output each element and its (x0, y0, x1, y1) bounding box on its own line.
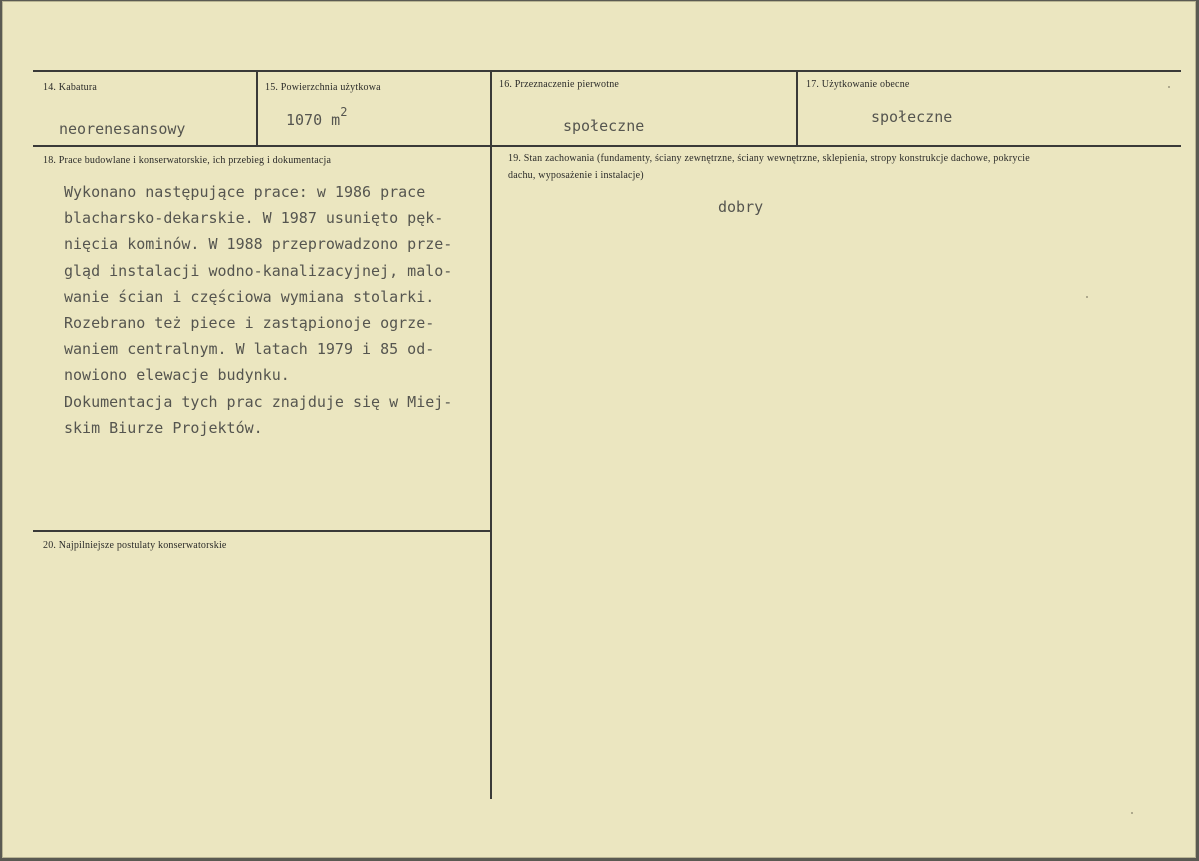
area-value: 1070 m (286, 111, 341, 129)
paper-speck (1131, 812, 1133, 814)
record-card (2, 1, 1196, 858)
work-line: gląd instalacji wodno-kanalizacyjnej, malo- (64, 261, 453, 280)
work-line: blacharsko-dekarskie. W 1987 usunięto pęk- (64, 209, 444, 228)
field-17-label: 17. Użytkowanie obecne (806, 79, 910, 90)
paper-speck (1168, 86, 1170, 88)
work-line: wanie ścian i częściowa wymiana stolarki. (64, 287, 435, 306)
divider-14-15 (256, 72, 258, 146)
work-line: nowiono elewacje budynku. (64, 366, 290, 385)
top-rule (33, 70, 1181, 72)
field-16-value: społeczne (563, 117, 645, 135)
work-line: skim Biurze Projektów. (64, 418, 263, 437)
field-18-text (64, 179, 452, 441)
work-line: waniem centralnym. W latach 1979 i 85 od- (64, 340, 435, 359)
field-14-value: neorenesansowy (59, 120, 186, 138)
divider-main (490, 72, 492, 799)
work-line: Wykonano następujące prace: w 1986 prace (64, 183, 426, 201)
work-line: nięcia kominów. W 1988 przeprowadzono prze- (64, 235, 453, 254)
paper-speck (1086, 296, 1088, 298)
section20-top-rule (33, 530, 492, 532)
field-20-label: 20. Najpilniejsze postulaty konserwatorskie (43, 540, 227, 551)
field-14-label: 14. Kabatura (43, 82, 98, 93)
field-18-label: 18. Prace budowlane i konserwatorskie, ich przebieg i dokumentacja (43, 155, 332, 166)
divider-16-17 (796, 72, 798, 146)
area-unit-exponent: 2 (340, 105, 348, 119)
field-15-label: 15. Powierzchnia użytkowa (265, 82, 381, 93)
row1-bottom-rule (33, 145, 1181, 147)
field-19-label: 19. Stan zachowania (fundamenty, ściany zewnętrzne, ściany wewnętrzne, sklepienia, stropy konstrukcje dachowe, pokrycie dachu, wyposażenie i instalacje) (508, 153, 1030, 181)
field-19-value: dobry (718, 198, 764, 216)
field-16-label: 16. Przeznaczenie pierwotne (499, 79, 620, 90)
field-17-value: społeczne (871, 108, 953, 126)
work-line: Dokumentacja tych prac znajduje się w Miej- (64, 392, 453, 411)
work-line: Rozebrano też piece i zastąpionoje ogrze- (64, 314, 435, 333)
field-15-value (286, 105, 347, 129)
